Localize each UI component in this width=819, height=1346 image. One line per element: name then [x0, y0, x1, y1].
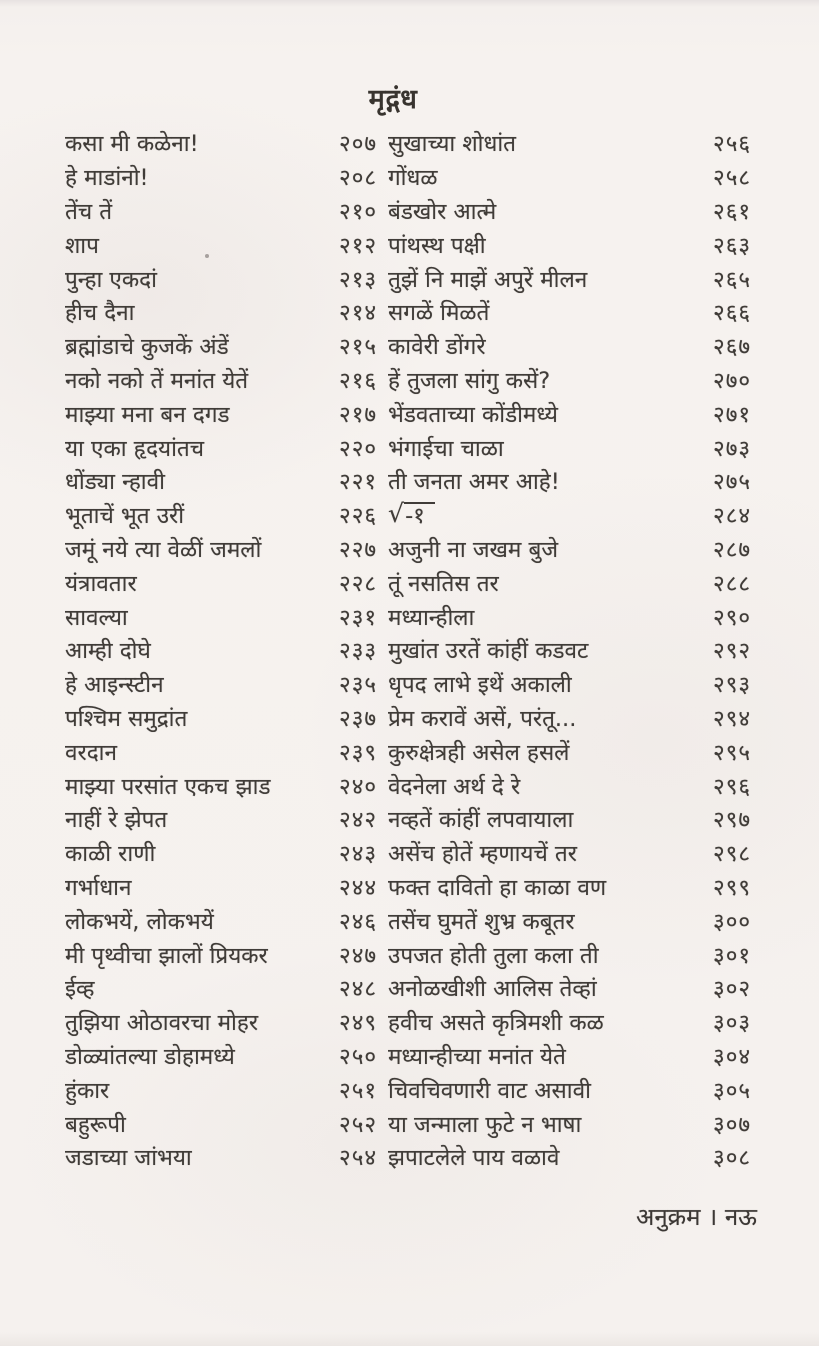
toc-entry-title: गोंधळ	[388, 165, 438, 192]
toc-entry-title: सगळें मिळतें	[388, 300, 490, 327]
toc-entry	[65, 1140, 383, 1174]
toc-entry-title: ईव्ह	[65, 976, 95, 1003]
toc-entry	[388, 396, 757, 430]
toc-entry-title: भेंडवताच्या कोंडीमध्ये	[388, 401, 558, 428]
toc-entry	[65, 701, 383, 735]
toc-entry	[388, 870, 757, 904]
toc-entry-page-number: २९९	[713, 874, 752, 901]
toc-entry-page-number: २८७	[713, 536, 752, 563]
toc-entry	[388, 261, 757, 295]
toc-entry	[65, 464, 383, 498]
toc-entry-title: नको नको तें मनांत येतें	[65, 367, 249, 394]
toc-entry-title: माझ्या परसांत एकच झाड	[65, 773, 271, 800]
toc-entry-page-number: २९४	[713, 705, 752, 732]
toc-entry-title	[388, 500, 713, 530]
toc-entry-title: भंगाईचा चाळा	[388, 435, 504, 462]
toc-entry	[65, 1039, 383, 1073]
toc-entry	[65, 396, 383, 430]
toc-entry-page-number: २८४	[713, 503, 752, 530]
toc-entry-title: डोळ्यांतल्या डोहामध्ये	[65, 1043, 235, 1070]
toc-entry	[388, 734, 757, 768]
toc-entry	[65, 802, 383, 836]
toc-entry	[65, 565, 383, 599]
toc-entry-title: मध्यान्हीच्या मनांत येते	[388, 1043, 566, 1070]
toc-entry-title: हें तुजला सांगु कसें?	[388, 367, 551, 394]
toc-entry-title: या जन्माला फुटे न भाषा	[388, 1111, 582, 1138]
toc-entry	[388, 565, 757, 599]
toc-entry	[388, 160, 757, 194]
toc-entry	[65, 227, 383, 261]
toc-entry-title: पुन्हा एकदां	[65, 266, 157, 293]
toc-entry-title: लोकभयें, लोकभयें	[65, 908, 214, 935]
toc-entry	[388, 599, 757, 633]
toc-entry	[388, 295, 757, 329]
toc-entry-title: चिवचिवणारी वाट असावी	[388, 1077, 591, 1104]
toc-entry-page-number: २५४	[339, 1145, 378, 1172]
toc-entry-page-number: ३०२	[713, 976, 752, 1003]
toc-entry	[388, 836, 757, 870]
toc-entry-title: आम्ही दोघे	[65, 638, 151, 665]
toc-entry	[65, 1106, 383, 1140]
toc-entry-title: प्रेम करावें असें, परंतू...	[388, 705, 577, 732]
toc-entry-title: पांथस्थ पक्षी	[388, 232, 486, 259]
toc-entry-page-number: २३१	[339, 604, 378, 631]
toc-entry-title: शाप	[65, 232, 99, 259]
toc-entry-title: अजुनी ना जखम बुजे	[388, 536, 559, 563]
toc-entry	[388, 768, 757, 802]
toc-entry-page-number: ३०१	[713, 942, 752, 969]
toc-entry	[65, 667, 383, 701]
toc-entry-title: यंत्रावतार	[65, 570, 137, 597]
toc-entry-title: असेंच होतें म्हणायचें तर	[388, 841, 577, 868]
toc-entry-page-number: २४२	[339, 807, 378, 834]
toc-entry-page-number: २९२	[713, 638, 752, 665]
toc-entry	[65, 295, 383, 329]
toc-entry	[388, 363, 757, 397]
toc-entry	[65, 633, 383, 667]
toc-entry	[388, 1106, 757, 1140]
toc-entry-page-number: २८८	[713, 570, 752, 597]
toc-entry-page-number: २३३	[339, 638, 378, 665]
toc-entry-page-number: ३०५	[713, 1077, 752, 1104]
toc-entry	[388, 971, 757, 1005]
toc-entry-page-number: ३००	[713, 908, 752, 935]
toc-entry	[65, 430, 383, 464]
toc-entry-title: मुखांत उरतें कांहीं कडवट	[388, 638, 589, 665]
footer-page-label: अनुक्रम । नऊ	[636, 1203, 757, 1231]
toc-entry-title: तुझिया ओठावरचा मोहर	[65, 1010, 259, 1037]
toc-entry-title: धोंड्या न्हावी	[65, 469, 165, 496]
toc-entry-title: हे माडांनो!	[65, 165, 149, 192]
toc-entry-page-number: २४६	[339, 908, 378, 935]
toc-entry-title: पश्चिम समुद्रांत	[65, 705, 188, 732]
toc-entry-page-number: २५८	[713, 165, 752, 192]
toc-entry-page-number: २६५	[713, 266, 752, 293]
toc-entry	[65, 971, 383, 1005]
toc-entry-page-number: ३०७	[713, 1111, 752, 1138]
toc-entry-page-number: २४८	[339, 976, 378, 1003]
toc-entry	[65, 599, 383, 633]
toc-entry	[388, 126, 757, 160]
toc-entry-title: धृपद लाभे इथें अकाली	[388, 672, 572, 699]
toc-entry	[388, 1072, 757, 1106]
toc-entry	[65, 903, 383, 937]
toc-entry-page-number: २७१	[713, 401, 752, 428]
toc-entry-page-number: ३०४	[713, 1043, 752, 1070]
toc-entry-page-number: २२६	[339, 503, 378, 530]
toc-entry-page-number: २२०	[339, 435, 378, 462]
toc-entry-page-number: २९०	[713, 604, 752, 631]
toc-entry-page-number: २७०	[713, 367, 752, 394]
toc-entry	[65, 836, 383, 870]
toc-entry-title: मी पृथ्वीचा झालों प्रियकर	[65, 942, 268, 969]
toc-entry-title: तेंच तें	[65, 198, 113, 225]
toc-entry-page-number: २४७	[339, 942, 378, 969]
toc-entry	[388, 1140, 757, 1174]
toc-entry-page-number: २१५	[339, 334, 378, 361]
toc-entry	[65, 768, 383, 802]
toc-entry	[65, 937, 383, 971]
toc-entry	[388, 532, 757, 566]
toc-entry-title: कावेरी डोंगरे	[388, 334, 486, 361]
toc-entry	[65, 870, 383, 904]
square-root-argument: -१	[404, 502, 435, 530]
toc-entry-page-number: २३५	[339, 672, 378, 699]
toc-entry-title: कसा मी कळेना!	[65, 131, 199, 158]
toc-entry	[65, 363, 383, 397]
toc-entry-page-number: २५१	[339, 1077, 378, 1104]
toc-entry-page-number: २६१	[713, 198, 752, 225]
toc-entry	[388, 498, 757, 532]
square-root-symbol: √	[388, 499, 405, 528]
toc-entry-title: तूं नसतिस तर	[388, 570, 499, 597]
toc-entry	[65, 532, 383, 566]
toc-entry-title: हुंकार	[65, 1077, 110, 1104]
toc-entry-page-number: २९३	[713, 672, 752, 699]
toc-entry-title: तुझें नि माझें अपुरें मीलन	[388, 266, 588, 293]
toc-column-left	[65, 126, 383, 1174]
toc-entry-page-number: २५२	[339, 1111, 378, 1138]
toc-entry-title: मध्यान्हीला	[388, 604, 475, 631]
toc-entry-page-number: २१०	[339, 198, 378, 225]
toc-entry	[388, 464, 757, 498]
toc-entry	[388, 667, 757, 701]
toc-entry-title: ती जनता अमर आहे!	[388, 469, 560, 496]
toc-entry-page-number: २४४	[339, 874, 378, 901]
toc-entry-title: गर्भाधान	[65, 874, 132, 901]
toc-entry-title: जडाच्या जांभया	[65, 1145, 192, 1172]
toc-entry-title: वरदान	[65, 739, 117, 766]
toc-entry	[65, 261, 383, 295]
toc-entry-page-number: २९५	[713, 739, 752, 766]
toc-entry-title: सावल्या	[65, 604, 128, 631]
toc-entry	[65, 1072, 383, 1106]
toc-entry-page-number: २९६	[713, 773, 752, 800]
toc-entry-title: वेदनेला अर्थ दे रे	[388, 773, 521, 800]
toc-entry-title: भूताचें भूत उरीं	[65, 503, 185, 530]
toc-entry	[388, 701, 757, 735]
toc-entry-page-number: २४३	[339, 841, 378, 868]
toc-entry-page-number: २७५	[713, 469, 752, 496]
toc-entry-page-number: २६३	[713, 232, 752, 259]
scan-artifact-dot	[205, 254, 209, 258]
toc-entry	[65, 329, 383, 363]
toc-entry-title: अनोळखीशी आलिस तेव्हां	[388, 976, 597, 1003]
toc-entry	[388, 227, 757, 261]
toc-entry-page-number: ३०३	[713, 1010, 752, 1037]
toc-entry-page-number: २९८	[713, 841, 752, 868]
toc-entry-page-number: २६६	[713, 300, 752, 327]
toc-entry	[388, 430, 757, 464]
toc-column-right	[388, 126, 757, 1174]
toc-entry	[388, 937, 757, 971]
toc-entry-page-number: ३०८	[713, 1145, 752, 1172]
toc-entry-page-number: २७३	[713, 435, 752, 462]
toc-entry-page-number: २२१	[339, 469, 378, 496]
toc-entry-title: बंडखोर आत्मे	[388, 198, 497, 225]
toc-entry-title: या एका हृदयांतच	[65, 435, 205, 462]
toc-entry	[65, 498, 383, 532]
toc-entry-page-number: २१२	[339, 232, 378, 259]
toc-entry-title: तसेंच घुमतें शुभ्र कबूतर	[388, 908, 575, 935]
toc-entry-page-number: २०७	[339, 131, 378, 158]
toc-entry-title: जमूं नये त्या वेळीं जमलों	[65, 536, 262, 563]
toc-entry	[388, 633, 757, 667]
toc-entry-title: फक्त दावितो हा काळा वण	[388, 874, 607, 901]
toc-entry-page-number: २१४	[339, 300, 378, 327]
toc-entry	[388, 903, 757, 937]
toc-entry	[388, 1005, 757, 1039]
toc-entry-page-number: २४९	[339, 1010, 378, 1037]
toc-entry-page-number: २३७	[339, 705, 378, 732]
toc-entry-page-number: २२७	[339, 536, 378, 563]
toc-entry-title: कुरुक्षेत्रही असेल हसलें	[388, 739, 570, 766]
toc-entry-title: काळी राणी	[65, 841, 156, 868]
toc-entry	[65, 160, 383, 194]
toc-entry	[388, 1039, 757, 1073]
toc-entry-page-number: २२८	[339, 570, 378, 597]
toc-entry-title: सुखाच्या शोधांत	[388, 131, 516, 158]
toc-entry-page-number: २६७	[713, 334, 752, 361]
toc-entry-title: बहुरूपी	[65, 1111, 126, 1138]
toc-entry-page-number: २९७	[713, 807, 752, 834]
toc-entry-page-number: २०८	[339, 165, 378, 192]
toc-entry	[388, 802, 757, 836]
toc-entry	[65, 1005, 383, 1039]
table-of-contents	[65, 126, 757, 1174]
toc-entry-page-number: २१७	[339, 401, 378, 428]
toc-entry-page-number: २१३	[339, 266, 378, 293]
toc-entry-page-number: २१६	[339, 367, 378, 394]
toc-entry-page-number: २५६	[713, 131, 752, 158]
toc-entry-page-number: २३९	[339, 739, 378, 766]
page-title: मृद्गंध	[368, 84, 418, 115]
toc-entry	[388, 329, 757, 363]
toc-entry-title: हे आइन्स्टीन	[65, 672, 164, 699]
toc-entry	[65, 194, 383, 228]
toc-entry-title: हवीच असते कृत्रिमशी कळ	[388, 1010, 604, 1037]
toc-entry-title: झपाटलेले पाय वळावे	[388, 1145, 560, 1172]
toc-entry-title: हीच दैना	[65, 300, 135, 327]
toc-entry-page-number: २५०	[339, 1043, 378, 1070]
toc-entry	[65, 734, 383, 768]
toc-entry-title: माझ्या मना बन दगड	[65, 401, 230, 428]
toc-entry	[65, 126, 383, 160]
toc-entry	[388, 194, 757, 228]
toc-entry-page-number: २४०	[339, 773, 378, 800]
toc-entry-title: ब्रह्मांडाचे कुजकें अंडें	[65, 334, 229, 361]
toc-entry-title: नव्हतें कांहीं लपवायाला	[388, 807, 574, 834]
toc-entry-title: नाहीं रे झेपत	[65, 807, 168, 834]
toc-entry-title: उपजत होती तुला कला ती	[388, 942, 599, 969]
